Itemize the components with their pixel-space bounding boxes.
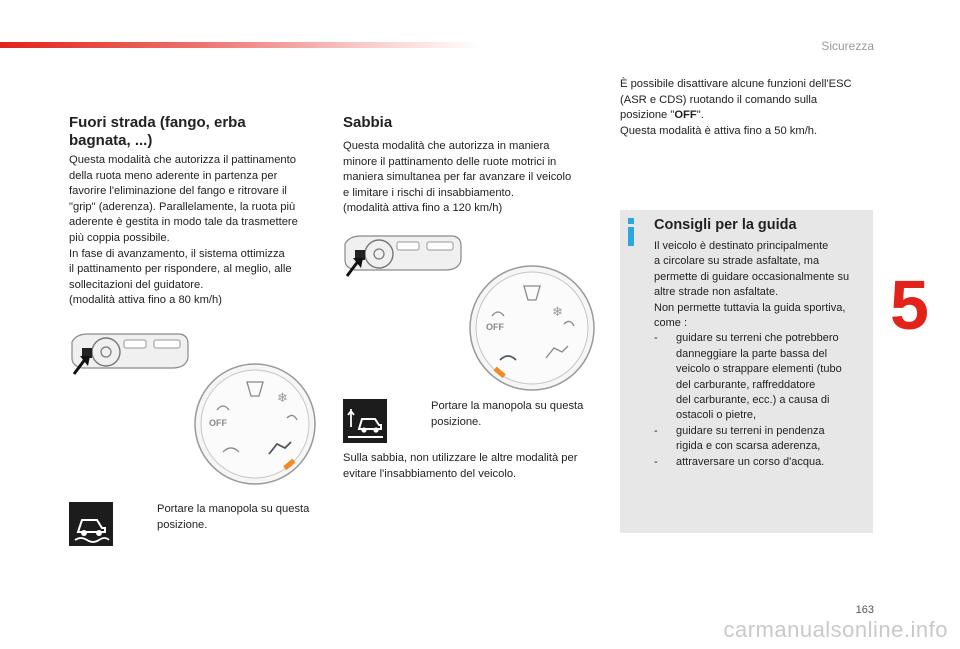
- svg-text:❄: ❄: [277, 390, 288, 405]
- sand-line: minore il pattinamento delle ruote motrici in: [343, 155, 557, 168]
- bullet-icon: [417, 399, 431, 430]
- list-marker: -: [654, 455, 658, 468]
- sand-body: [343, 139, 603, 217]
- dashboard-illustration-sand: [341, 230, 465, 282]
- offroad-body: [69, 153, 323, 309]
- mode-dial-sand: [468, 264, 596, 392]
- sand-mode-icon: [343, 399, 387, 443]
- offroad-line: "grip" (aderenza). Parallelamente, la ruota più: [69, 200, 296, 213]
- offroad-step-line: Portare la manopola su questa: [157, 503, 310, 515]
- esc-line: posizione "OFF".: [620, 109, 704, 122]
- advice-line: permette di guidare occasionalmente su: [654, 270, 850, 283]
- esc-line: È possibile disattivare alcune funzioni dell'ESC: [620, 78, 852, 90]
- offroad-line: (modalità attiva fino a 80 km/h): [69, 294, 222, 307]
- section-title: Sicurezza: [821, 39, 874, 53]
- sand-step: [343, 399, 583, 443]
- offroad-line: della ruota meno aderente in partenza per: [69, 169, 278, 182]
- sand-warning: [343, 451, 605, 482]
- advice-line: Non permette tuttavia la guida sportiva,: [654, 301, 846, 314]
- sand-warning-line: Sulla sabbia, non utilizzare le altre modalità per: [343, 452, 578, 464]
- header-color-bar: [0, 42, 480, 48]
- sand-line: maniera simultanea per far avanzare il veicolo: [343, 171, 572, 184]
- list-marker: -: [654, 332, 658, 345]
- page-number: 163: [855, 604, 874, 616]
- esc-line: (ASR e CDS) ruotando il comando sulla: [620, 93, 818, 106]
- watermark: carmanualsonline.info: [723, 617, 948, 642]
- offroad-line: aderente è gestita in modo tale da trasmettere: [69, 216, 298, 229]
- offroad-step-line: posizione.: [157, 518, 208, 531]
- esc-line: Questa modalità è attiva fino a 50 km/h.: [620, 124, 818, 137]
- advice-line: come :: [654, 317, 688, 330]
- offroad-line: il pattinamento per rispondere, al meglio, alle: [69, 263, 292, 276]
- advice-title: Consigli per la guida: [654, 217, 797, 233]
- advice-line: altre strade non asfaltate.: [654, 286, 779, 299]
- sand-step-line: posizione.: [431, 415, 482, 428]
- esc-off-paragraph: [620, 77, 880, 139]
- advice-list-item: - guidare su terreni in pendenza rigida e con scarsa aderenza,: [654, 424, 870, 455]
- offroad-line: favorire l'eliminazione del fango e ritrovare il: [69, 185, 287, 198]
- list-marker: -: [654, 424, 658, 437]
- advice-list-item: - guidare su terreni che potrebbero danneggiare la parte bassa del veicolo o strappare elementi (tubo del carburante, raffreddatore del carburante, ecc.) a causa di ostacoli o pietre,: [654, 331, 870, 423]
- dial-off-label: OFF: [209, 418, 227, 428]
- offroad-line: più coppia possibile.: [69, 231, 170, 244]
- offroad-line: In fase di avanzamento, il sistema ottimizza: [69, 247, 285, 260]
- advice-body: [654, 239, 870, 470]
- sand-step-line: Portare la manopola su questa: [431, 400, 584, 412]
- dial-off-label: OFF: [486, 322, 504, 332]
- sand-line: Questa modalità che autorizza in maniera: [343, 140, 550, 152]
- offroad-line: sollecitazioni del guidatore.: [69, 278, 204, 291]
- sand-title: Sabbia: [343, 114, 393, 131]
- svg-text:❄: ❄: [552, 304, 563, 319]
- info-icon: [628, 218, 634, 246]
- offroad-title: Fuori strada (fango, erba bagnata, ...): [69, 114, 246, 149]
- mode-dial-offroad: [193, 362, 317, 486]
- driving-advice-box: [620, 210, 873, 533]
- chapter-number: 5: [890, 266, 929, 344]
- sand-line: e limitare i rischi di insabbiamento.: [343, 186, 514, 199]
- dashboard-illustration-offroad: [68, 328, 192, 380]
- off-position-label: OFF: [674, 109, 697, 122]
- offroad-step: [69, 502, 309, 546]
- bullet-icon: [143, 502, 157, 533]
- offroad-line: Questa modalità che autorizza il pattinamento: [69, 154, 296, 166]
- sand-warning-line: evitare l'insabbiamento del veicolo.: [343, 467, 517, 480]
- advice-list-item: - attraversare un corso d'acqua.: [654, 455, 870, 470]
- sand-line: (modalità attiva fino a 120 km/h): [343, 202, 503, 215]
- offroad-mode-icon: [69, 502, 113, 546]
- advice-line: a circolare su strade asfaltate, ma: [654, 255, 820, 268]
- advice-line: Il veicolo è destinato principalmente: [654, 240, 829, 252]
